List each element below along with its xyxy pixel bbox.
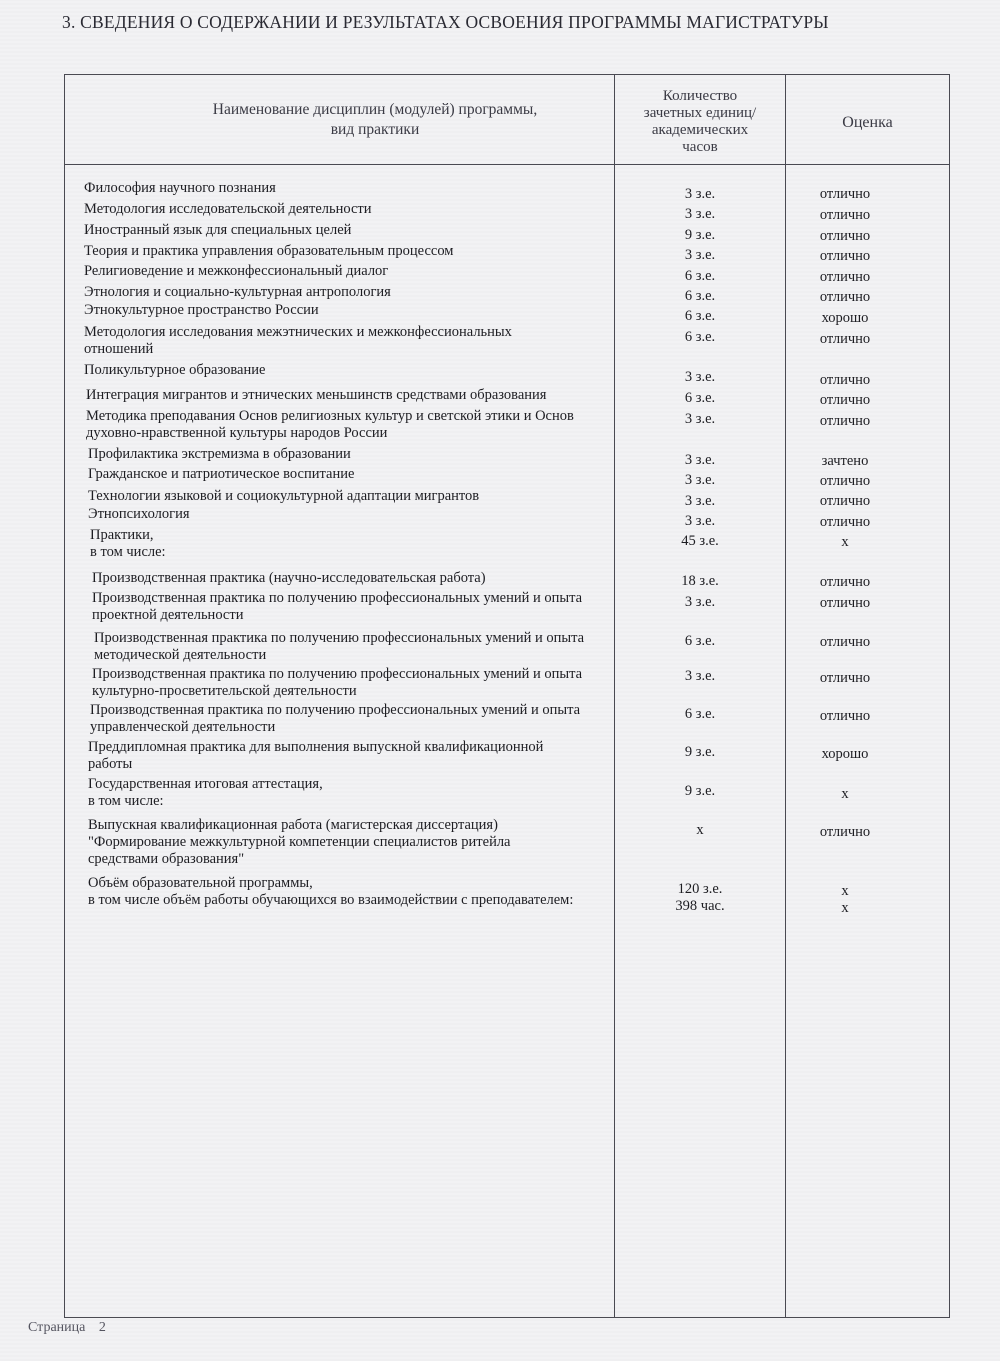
row-grade: отлично [819,207,871,223]
row-discipline-name: Производственная практика по получению профессиональных умений и опыта методической деятельности [94,630,585,663]
row-credits: 6 з.е. [684,633,716,649]
row-grade: х [841,534,849,550]
row-grade: отлично [819,670,871,686]
page-footer [28,1320,116,1336]
row-credits: 6 з.е. [684,308,716,324]
header-discipline-name: Наименование дисциплин (модулей) программы, вид практики [212,101,538,138]
row-grade: х х [841,883,849,916]
row-credits: 9 з.е. [684,744,716,760]
row-grade: отлично [819,413,871,429]
row-discipline-name: Теория и практика управления образовательным процессом [84,243,454,259]
row-grade: отлично [819,331,871,347]
row-discipline-name: Методология исследовательской деятельности [84,201,372,217]
row-discipline-name: Методика преподавания Основ религиозных культур и светской этики и Основ духовно-нравственной культуры народов России [86,408,574,441]
row-discipline-name: Производственная практика по получению профессиональных умений и опыта культурно-просветительской деятельности [92,666,583,699]
row-discipline-name: Этнокультурное пространство России [84,302,319,318]
row-grade: отлично [819,269,871,285]
row-discipline-name: Методология исследования межэтнических и межконфессиональных отношений [84,324,512,357]
row-credits: 9 з.е. [684,783,716,799]
row-discipline-name: Технологии языковой и социокультурной адаптации мигрантов [88,488,480,504]
row-credits: 6 з.е. [684,706,716,722]
row-grade: отлично [819,708,871,724]
row-credits: 3 з.е. [684,369,716,385]
row-discipline-name: Производственная практика по получению профессиональных умений и опыта управленческой деятельности [90,702,581,735]
row-discipline-name: Государственная итоговая аттестация, в том числе: [88,776,323,809]
row-grade: отлично [819,248,871,264]
row-credits: 45 з.е. [681,533,719,549]
row-grade: зачтено [821,453,869,469]
row-credits: 6 з.е. [684,390,716,406]
row-discipline-name: Этнология и социально-культурная антропология [84,284,391,300]
row-credits: 3 з.е. [684,186,716,202]
row-discipline-name: Выпускная квалификационная работа (магистерская диссертация) "Формирование межкультурной компетенции специалистов ритейла средствами образования" [88,817,511,867]
column-divider [785,74,786,1318]
row-discipline-name: Преддипломная практика для выполнения выпускной квалификационной работы [88,739,544,772]
row-credits: х [696,822,704,838]
row-discipline-name: Гражданское и патриотическое воспитание [88,466,355,482]
row-grade: хорошо [821,310,869,326]
row-discipline-name: Философия научного познания [84,180,276,196]
row-credits: 18 з.е. [681,573,719,589]
row-credits: 6 з.е. [684,268,716,284]
row-grade: отлично [819,514,871,530]
row-credits: 3 з.е. [684,411,716,427]
row-grade: отлично [819,392,871,408]
row-grade: отлично [819,473,871,489]
row-grade: отлично [819,186,871,202]
row-grade: отлично [819,493,871,509]
row-grade: х [841,786,849,802]
row-credits: 3 з.е. [684,493,716,509]
row-discipline-name: Интеграция мигрантов и этнических меньшинств средствами образования [86,387,547,403]
row-discipline-name: Объём образовательной программы, в том числе объём работы обучающихся во взаимодействии с преподавателем: [88,875,574,908]
row-grade: отлично [819,372,871,388]
row-credits: 120 з.е. 398 час. [675,881,725,914]
row-grade: отлично [819,289,871,305]
row-credits: 3 з.е. [684,513,716,529]
row-grade: отлично [819,634,871,650]
row-credits: 3 з.е. [684,472,716,488]
row-credits: 3 з.е. [684,452,716,468]
row-credits: 3 з.е. [684,206,716,222]
section-heading: 3. СВЕДЕНИЯ О СОДЕРЖАНИИ И РЕЗУЛЬТАТАХ ОСВОЕНИЯ ПРОГРАММЫ МАГИСТРАТУРЫ [62,12,829,32]
row-discipline-name: Профилактика экстремизма в образовании [88,446,351,462]
row-credits: 9 з.е. [684,227,716,243]
row-discipline-name: Поликультурное образование [84,362,266,378]
row-grade: отлично [819,228,871,244]
row-discipline-name: Религиоведение и межконфессиональный диалог [84,263,389,279]
row-credits: 6 з.е. [684,329,716,345]
row-grade: отлично [819,595,871,611]
row-discipline-name: Производственная практика (научно-исследовательская работа) [92,570,486,586]
row-grade: отлично [819,574,871,590]
row-credits: 6 з.е. [684,288,716,304]
row-credits: 3 з.е. [684,668,716,684]
row-grade: отлично [819,824,871,840]
row-discipline-name: Производственная практика по получению профессиональных умений и опыта проектной деятельности [92,590,583,623]
page-number: 2 [98,1320,106,1335]
page-label: Страница [28,1320,86,1335]
header-credits: Количество зачетных единиц/ академических часов [643,88,757,155]
row-credits: 3 з.е. [684,247,716,263]
row-discipline-name: Иностранный язык для специальных целей [84,222,352,238]
row-grade: хорошо [821,746,869,762]
row-credits: 3 з.е. [684,594,716,610]
header-divider [64,164,950,165]
header-grade: Оценка [842,114,893,131]
row-discipline-name: Практики, в том числе: [90,527,166,560]
row-discipline-name: Этнопсихология [88,506,190,522]
